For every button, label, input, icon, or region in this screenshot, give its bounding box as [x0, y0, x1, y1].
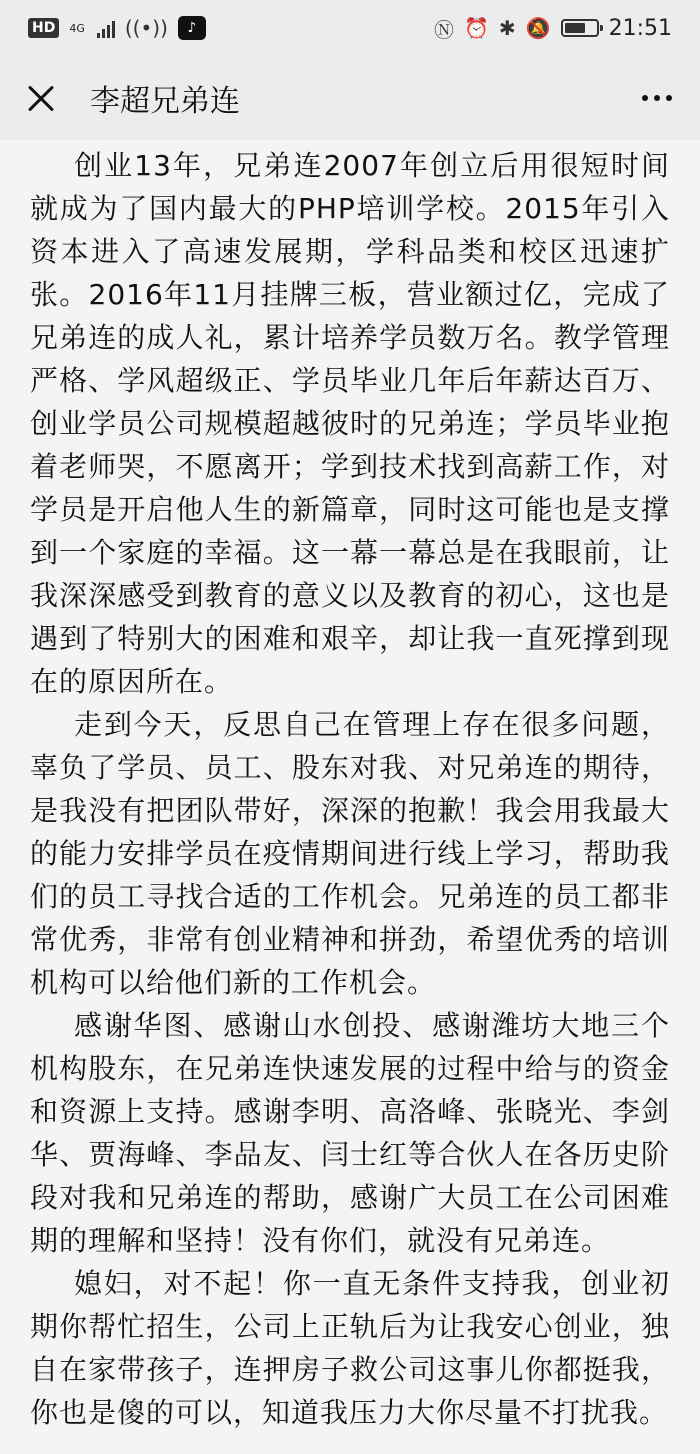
more-dot-icon [642, 95, 648, 101]
more-dot-icon [654, 95, 660, 101]
network-type-label: 4G [69, 21, 85, 35]
tiktok-app-icon: ♪ [178, 16, 206, 40]
close-button[interactable] [24, 81, 58, 115]
article-paragraph: 创业13年，兄弟连2007年创立后用很短时间就成为了国内最大的PHP培训学校。2015年引入资本进入了高速发展期，学科品类和校区迅速扩张。2016年11月挂牌三板，营业额过亿，完成了兄弟连的成人礼，累计培养学员数万名。教学管理严格、学风超级正、学员毕业几年后年薪达百万、创业学员公司规模超越彼时的兄弟连；学员毕业抱着老师哭，不愿离开；学到技术找到高薪工作，对学员是开启他人生的新篇章，同时这可能也是支撑到一个家庭的幸福。这一幕一幕总是在我眼前，让我深深感受到教育的意义以及教育的初心，这也是遇到了特别大的困难和艰辛，却让我一直死撑到现在的原因所在。 [30, 149, 670, 698]
hd-badge: HD [28, 18, 59, 38]
more-options-button[interactable] [638, 85, 676, 111]
status-clock: 21:51 [608, 15, 672, 41]
article-paragraph: 媳妇，对不起！你一直无条件支持我，创业初期你帮忙招生，公司上正轨后为让我安心创业，独自在家带孩子，连押房子救公司这事儿你都挺我，你也是傻的可以，知道我压力大你尽量不打扰我。 [30, 1267, 670, 1429]
article-paragraph: 感谢华图、感谢山水创投、感谢潍坊大地三个机构股东，在兄弟连快速发展的过程中给与的资金和资源上支持。感谢李明、高洛峰、张晓光、李剑华、贾海峰、李品友、闫士红等合伙人在各历史阶段对我和兄弟连的帮助，感谢广大员工在公司困难期的理解和坚持！没有你们，就没有兄弟连。 [30, 1009, 670, 1257]
article-body [0, 140, 700, 1454]
battery-level-fill [565, 23, 585, 33]
bluetooth-icon: ✱ [498, 16, 516, 40]
hotspot-icon: ((•)) [124, 16, 168, 40]
page-title: 李超兄弟连 [90, 84, 240, 119]
more-dot-icon [666, 95, 672, 101]
battery-icon [561, 19, 599, 37]
status-bar [0, 0, 700, 56]
status-right-group [434, 14, 672, 43]
nfc-icon: Ⓝ [434, 17, 455, 42]
article-paragraph: 走到今天，反思自己在管理上存在很多问题，辜负了学员、员工、股东对我、对兄弟连的期待，是我没有把团队带好，深深的抱歉！我会用我最大的能力安排学员在疫情期间进行线上学习，帮助我们的员工寻找合适的工作机会。兄弟连的员工都非常优秀，非常有创业精神和拼劲，希望优秀的培训机构可以给他们新的工作机会。 [30, 708, 670, 999]
article-header [0, 56, 700, 140]
status-left-group [28, 16, 206, 40]
mute-icon: 🔕 [525, 16, 551, 40]
signal-strength-icon [97, 18, 115, 38]
alarm-icon: ⏰ [464, 16, 489, 40]
